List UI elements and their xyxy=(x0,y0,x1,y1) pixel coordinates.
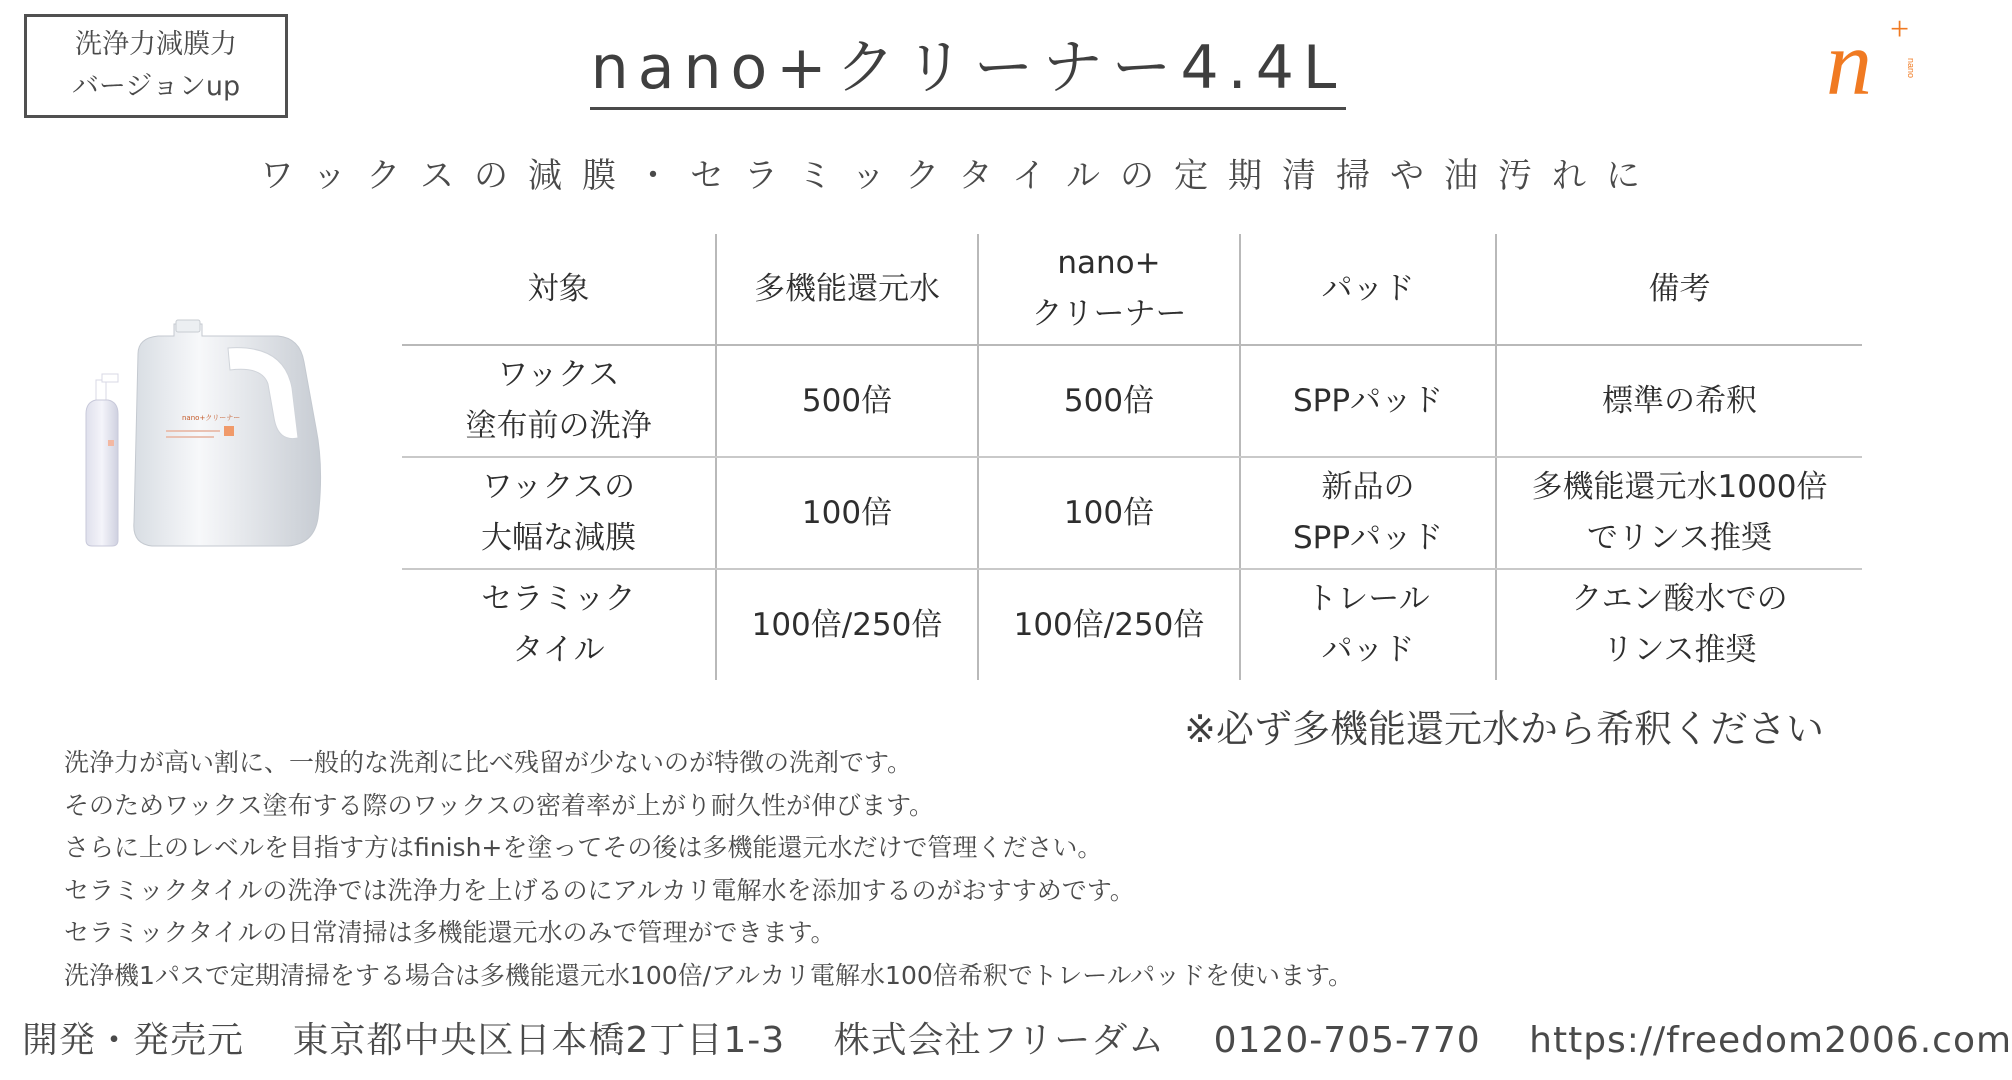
footer-role: 開発・発売元 xyxy=(22,1020,245,1061)
header-pad: パッド xyxy=(1240,234,1496,345)
footer xyxy=(22,1012,2012,1063)
spray-nozzle xyxy=(102,374,118,382)
cell-remarks: 多機能還元水1000倍 でリンス推奨 xyxy=(1496,457,1862,569)
table-header-row xyxy=(402,234,1862,345)
product-bottles-icon xyxy=(78,318,328,550)
badge-line-1: 洗浄力減膜力 xyxy=(75,29,237,60)
cell-nano-cleaner: 500倍 xyxy=(978,345,1240,457)
footer-url: https://freedom2006.com xyxy=(1529,1020,2012,1061)
cell-pad: トレール パッド xyxy=(1240,569,1496,680)
cell-nano-cleaner: 100倍/250倍 xyxy=(978,569,1240,680)
cell-remarks: 標準の希釈 xyxy=(1496,345,1862,457)
cell-reduced-water: 500倍 xyxy=(716,345,978,457)
header-reduced-water: 多機能還元水 xyxy=(716,234,978,345)
jug-label: nano+クリーナー xyxy=(182,414,241,422)
cell-reduced-water: 100倍 xyxy=(716,457,978,569)
footer-address: 東京都中央区日本橋2丁目1-3 xyxy=(292,1020,786,1061)
header-nano-cleaner: nano+ クリーナー xyxy=(978,234,1240,345)
page-title: nano+クリーナー4.4L xyxy=(590,30,1346,110)
dilution-table xyxy=(402,234,1862,680)
cell-pad: SPPパッド xyxy=(1240,345,1496,457)
table-row xyxy=(402,457,1862,569)
footer-company: 株式会社フリーダム xyxy=(833,1020,1166,1061)
cell-target: セラミック タイル xyxy=(402,569,716,680)
cell-target: ワックスの 大幅な減膜 xyxy=(402,457,716,569)
logo-plus: + xyxy=(1890,11,1910,48)
description-line: さらに上のレベルを目指す方はfinish+を塗ってその後は多機能還元水だけで管理ください。 xyxy=(64,833,1103,862)
description-line: そのためワックス塗布する際のワックスの密着率が上がり耐久性が伸びます。 xyxy=(64,790,935,820)
description-list xyxy=(64,742,1564,997)
header-target: 対象 xyxy=(402,234,716,345)
description-line: セラミックタイルの洗浄では洗浄力を上げるのにアルカリ電解水を添加するのがおすすめです。 xyxy=(64,875,1135,905)
logo-letter: n xyxy=(1826,12,1872,114)
cell-reduced-water: 100倍/250倍 xyxy=(716,569,978,680)
cell-remarks: クエン酸水での リンス推奨 xyxy=(1496,569,1862,680)
badge-line-2: バージョンup xyxy=(71,71,241,102)
description-line: 洗浄力が高い割に、一般的な洗剤に比べ残留が少ないのが特徴の洗剤です。 xyxy=(64,748,913,777)
table-row xyxy=(402,345,1862,457)
spray-head xyxy=(96,380,106,400)
version-badge xyxy=(24,14,288,118)
dilution-note: ※必ず多機能還元水から希釈ください xyxy=(1184,707,1824,751)
description-line: セラミックタイルの日常清掃は多機能還元水のみで管理ができます。 xyxy=(64,918,836,947)
header-remarks: 備考 xyxy=(1496,234,1862,345)
spray-bottle xyxy=(86,400,118,546)
description-line: 洗浄機1パスで定期清掃をする場合は多機能還元水100倍/アルカリ電解水100倍希釈でトレールパッドを使います。 xyxy=(64,960,1354,990)
cell-nano-cleaner: 100倍 xyxy=(978,457,1240,569)
cell-target: ワックス 塗布前の洗浄 xyxy=(402,345,716,457)
table-row xyxy=(402,569,1862,680)
subtitle: ワックスの減膜・セラミックタイルの定期清掃や油汚れに xyxy=(260,156,1660,196)
footer-phone: 0120-705-770 xyxy=(1213,1020,1481,1061)
cell-pad: 新品の SPPパッド xyxy=(1240,457,1496,569)
jug-cap xyxy=(176,320,200,332)
n-plus-logo-icon xyxy=(1820,10,1920,114)
logo-small-text: nano xyxy=(1906,58,1916,79)
